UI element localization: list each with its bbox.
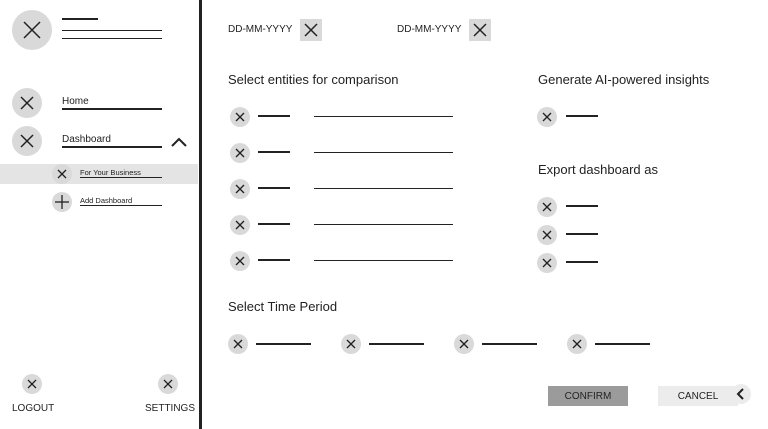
insights-checkbox-icon: [537, 107, 557, 127]
sidebar-item-label: Home: [62, 96, 89, 107]
checkbox-icon: [230, 179, 250, 199]
checkbox-icon: [567, 334, 587, 354]
entity-value-line: [314, 116, 453, 117]
time-period-label-placeholder: [482, 343, 537, 345]
checkbox-icon: [230, 251, 250, 271]
export-section-title: Export dashboard as: [538, 162, 658, 177]
checkbox-icon: [341, 334, 361, 354]
plus-icon: [52, 192, 72, 212]
sidebar-divider: [199, 0, 202, 429]
chevron-up-icon[interactable]: [171, 137, 187, 147]
entity-label-placeholder: [258, 223, 290, 225]
home-icon: [12, 88, 42, 118]
entity-label-placeholder: [258, 259, 290, 261]
sidebar-item-label: Dashboard: [62, 134, 111, 145]
end-date-placeholder: DD-MM-YYYY: [397, 24, 462, 35]
user-name-placeholder: [62, 18, 98, 20]
time-period-label-placeholder: [369, 343, 424, 345]
clear-start-date-icon[interactable]: [300, 19, 322, 41]
time-period-section-title: Select Time Period: [228, 299, 338, 314]
user-detail-line: [62, 38, 162, 39]
checkbox-icon: [228, 334, 248, 354]
entity-label-placeholder: [258, 151, 290, 153]
underline: [80, 177, 162, 178]
sidebar-subitem-label: Add Dashboard: [80, 196, 133, 205]
checkbox-icon: [230, 143, 250, 163]
entities-section-title: Select entities for comparison: [228, 72, 399, 87]
checkbox-icon: [454, 334, 474, 354]
checkbox-icon: [537, 197, 557, 217]
checkbox-icon: [537, 225, 557, 245]
start-date-placeholder: DD-MM-YYYY: [228, 24, 293, 35]
entity-label-placeholder: [258, 115, 290, 117]
entity-value-line: [314, 224, 453, 225]
sidebar-subitem-label: For Your Business: [80, 168, 141, 177]
time-period-label-placeholder: [256, 343, 311, 345]
entity-value-line: [314, 152, 453, 153]
settings-label: SETTINGS: [145, 403, 196, 414]
entity-value-line: [314, 260, 453, 261]
checkbox-icon: [230, 215, 250, 235]
chevron-left-icon: [731, 384, 751, 404]
entity-label-placeholder: [258, 187, 290, 189]
logout-icon: [22, 374, 42, 394]
export-label-placeholder: [566, 205, 598, 207]
collapse-panel-button[interactable]: [731, 384, 751, 404]
time-period-label-placeholder: [595, 343, 650, 345]
checkbox-icon: [230, 107, 250, 127]
business-icon: [52, 164, 72, 184]
cancel-button[interactable]: CANCEL: [658, 386, 738, 406]
dashboard-icon: [12, 126, 42, 156]
export-label-placeholder: [566, 233, 598, 235]
export-label-placeholder: [566, 261, 598, 263]
confirm-button[interactable]: CONFIRM: [548, 386, 628, 406]
underline: [62, 108, 162, 110]
underline: [80, 205, 162, 206]
logout-label: LOGOUT: [12, 403, 55, 414]
avatar[interactable]: [12, 10, 52, 50]
entity-value-line: [314, 188, 453, 189]
option-label-placeholder: [566, 115, 598, 117]
user-detail-line: [62, 30, 162, 31]
underline: [62, 146, 162, 148]
insights-section-title: Generate AI-powered insights: [538, 72, 710, 87]
close-icon: [12, 10, 52, 50]
settings-icon: [158, 374, 178, 394]
checkbox-icon: [537, 253, 557, 273]
clear-end-date-icon[interactable]: [469, 19, 491, 41]
